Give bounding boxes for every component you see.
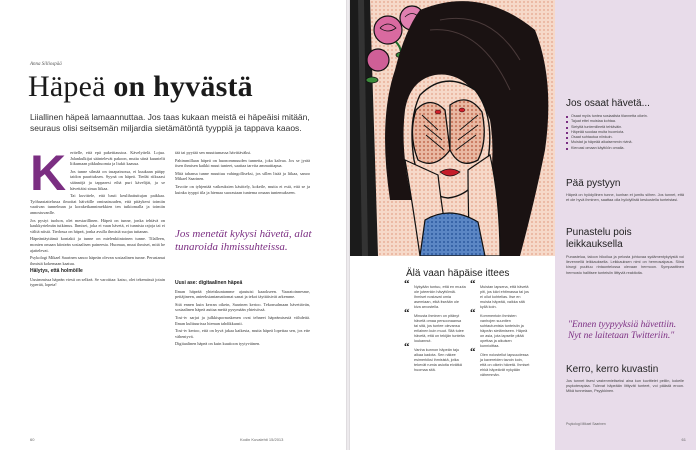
tip-text: Vanha kunnon häpeän taju alkaa kadota. Sen näkee esimerkiksi ihmisistä, jotka tekevät rumia asioita eivätkä huomaa sitä.: [414, 348, 462, 372]
list-item: Muistat ja häpeää aikaisemmin rivinä.: [566, 140, 684, 145]
tips-title: Älä vaan häpäise ittees: [406, 268, 510, 279]
paragraph: Tai kuvittele, että basti keulihattuttujan paikkaa. Työhaastattelussa ilmoitat häiväille ominaisuuden, että pitäykeni toimiin vaativan tunnelman ja koraketkannimekkien ten tutkiomalla ja toimiin annostuvanlle.: [30, 193, 165, 215]
body-column-1: [30, 145, 165, 290]
quote-mark-icon: “: [470, 307, 476, 319]
headline-regular: Häpeä: [28, 70, 114, 103]
quote-mark-icon: “: [470, 346, 476, 358]
right-page: [350, 0, 696, 450]
headline-bold: on hyvästä: [113, 70, 253, 103]
list-item: Osaat suhtautua niinkuin.: [566, 135, 684, 140]
headline: [28, 70, 253, 104]
tips-column-2: [470, 278, 530, 382]
sidebar-heading: Pää pystyyn: [566, 178, 621, 189]
paragraph: Jos pystyt tuohon, olet mestarillinen. Häpeä on tunne, jonka tehtävä on kaukkyrtelmän tutkimus. Ihmiset, joka ei vaan hävetä, ei tunnista rajoja tai ei välitä niistä. Tiedossa on häpeä, jonka avulla ihmisiä suojaa tuttanan.: [30, 217, 165, 234]
paragraph: eritelle, että epä pakettiaustoa. Kävelyttelä. Lojua. Jalankulkijat sääntelevät pakoon, mutta siinä kuuntelit liikumaan pikkuhuomia ja liukit kaasua.: [70, 150, 165, 167]
drop-cap: K: [30, 145, 67, 201]
paragraph: Ilman häpeää yhteiskuntamme ajautuisi kaaokseen. Vaaratoinnesme, pettäjineen, anteeksiantamattomat sanat ja tekot täyttäisivät arkemme.: [175, 288, 310, 300]
tip-text: Minusta ihminen on pitänyt hävetä omaa persoonaansa tai sitä, jos tuntee olevansa erilainen kuin muut. Sitä tulee hävetä, että on tekijän tunteita loukannut.: [414, 314, 465, 343]
list-item: Kieroasi omaan käyttöön omalla.: [566, 146, 684, 151]
paragraph: Tosi-tv sarjat ja julkkispornaskenen ovat tehneet häpeämisestä viihdettä. Ilman kulttuurissa hieman tahdikkaasti.: [175, 314, 310, 326]
quote-mark-icon: “: [404, 307, 410, 319]
sidebar-paragraph: Jos tunnet itsesi vastenmieliseksi aina kun kuvittelet peiliin, kokeile psykoterapiaa. Tulevat häpeään liittyvät tunteet, voi päästä eroon. Mikä tunnetaan, Psyykkinen.: [566, 379, 684, 394]
tip-quote: [470, 278, 530, 310]
paragraph: Pahimmillaan häpeä on huonommuuden tunnetta, joka kalvaa. Jos se jyrää itsen ihmisen kaikki muut tunteet, saattaa tarvita ammattiapua.: [175, 157, 310, 169]
sidebar-paragraph: Punastelua, taloon hikoilua ja pelosta johtuvaa sydämentykytystä voi lievennellä leikkauksella. Leikkauksen nimi on hermosalpaus. Siinä kirurgi puuttuu rintaontelossa olevaan hermoon. Sympaattinen hermosto hallitsee tunteisiin liittyviä reaktioita.: [566, 255, 684, 275]
sidebar-paragraph: Häpeä on hyödyllinen tunne, kunhan et jumitu siihen. Jos tunnet, että et ole hyvä ihminen, saattaa olla hyödyllistä keskustella tunteistasi.: [566, 193, 684, 203]
pull-quote: Jos menetät kykysi hävetä, alat tunaroida ihmissuhteissa.: [175, 228, 312, 253]
paragraph: Mitä tahansa tunne muuttuu vahingolliseksi, jos sillen lisää ja liikaa, sanoo Mikael Saarinen.: [175, 170, 310, 182]
folio-left: [30, 437, 34, 442]
subhead: Hälytys, että holmöille: [30, 268, 83, 275]
paragraph: Digitaalinen häpeä on kuin kuutioon tyytyväinen.: [175, 341, 261, 347]
sidebar-signature: Psykologi Mikael Saarinen: [566, 422, 606, 426]
comic-illustration: [350, 0, 555, 256]
sidebar-quote: "Ennen tyypyyksiä hävettiin. Nyt ne laitetaan Twitteriin.": [568, 320, 677, 341]
body-column-2: [175, 150, 310, 197]
tip-quote: [404, 341, 466, 373]
paragraph: Psykologi Mikael Saarinen sanoo häpeän olevan sosiaalinen tunne. Perustanut ihmistä kokemaan kaatuu.: [30, 255, 165, 266]
paragraph: Tosi-tv kertoo, että on hyvä jakaa kaikesta, mutta häpeä lopettaa sen, jos ette vähentyvä.: [175, 328, 310, 339]
folio-right: 61: [681, 437, 686, 442]
quote-mark-icon: “: [404, 278, 410, 290]
list-item: Tajuat ettei muistaa kohtaa.: [566, 119, 684, 124]
paragraph: Tavoite on tyhjentää vaikeuksien käsittely, kokeile, mutta ei estä, että se ja kuinka tyyppi tila ja hiemaa suorastaan tuntema omaan tuntemukseen.: [175, 183, 310, 195]
folio-center: Kodin Kuvalehti 15/2013: [240, 437, 284, 442]
illustration-woman-covering-face: [350, 0, 555, 256]
body-column-2b: [175, 278, 310, 349]
paragraph: Uusimmissa häpeän viesti on selkeä. Se varoittaa: katso, olet tekemässä jotain typerää, lopeta!: [30, 276, 165, 288]
paragraph: Jos tunne silmää on tasapainossa, ei kuukaan pääpy taidon paarituksen. Syynä on häpeä. Tiedät riiksaasi säännöjä ja tapparesi eihä puri kävelijät, ja se hävettäisi sinua liikaa.: [70, 168, 165, 191]
sidebar-heading: Punastelu pois leikkauksella: [566, 227, 632, 250]
tip-quote: [470, 307, 530, 349]
sidebar-list: [566, 114, 684, 151]
tip-quote: [404, 307, 466, 344]
tip-quote: [404, 278, 466, 310]
paragraph: Sitä ennen kuin kerran oikein, Saarinen kertoo. Tekonsalmaan hävettävän, sosiaalinen häpeä auttaa meitä pysymään yhteisössä.: [175, 301, 310, 313]
tip-text: Kommentoin ihmisten vanhojen suuntien suhtautumista tunteisiin ja häpeän sietämiseen. Häpeä on asia, jota lapselle pitää opettaa ja aikuisen kunnioittaa.: [480, 314, 528, 348]
tip-text: Olen nolostellut lapsuudessa ja kavereiden tavoin koin, että on oikein hävetä. Ihmiset ehkä häpeävät nykyään vähemmän.: [480, 353, 530, 377]
tip-text: Muistan lapsena, että hävetä piti, jos kävi ehtimassa tai jos ei ollut kohtelias. Itse en muista häpeää, vaikka sitä kyllä koin.: [480, 285, 529, 309]
list-item: Osaat myös tuntea sosiaalista tilannetta oikein.: [566, 114, 684, 119]
sidebar-heading: Jos osaat hävetä...: [566, 98, 650, 109]
lede: Liiallinen häpeä lamaannuttaa. Jos taas kukaan meistä ei häpeäisi mitään, seuraus olisi seitsemän miljardia sietämätöntä tyyppiä ja tappava kaaos.: [30, 112, 310, 133]
tips-column-1: [404, 278, 466, 377]
paragraph: tää tai pyytää sen muuttumassa hävittäväksi.: [175, 150, 252, 155]
list-item: Häpeää suodaa muita huomiota.: [566, 130, 684, 135]
tip-quote: [470, 346, 530, 378]
tip-text: Nykyään tuntuu, että en muuta ole juteenkin hävyttömiä. Ihmiset nostavat omia asemiaan, eikä itseään ole kiva arvostella.: [414, 285, 466, 309]
byline: Anna Silliospää: [30, 62, 62, 67]
quote-mark-icon: “: [404, 341, 410, 353]
paragraph: Häpeäntäyttämä kontakti ja tunne on mielenkiintoinen tunne. Tilalleen, monien omaan kiinteän sosiaalisen paineesta. Huomaa, muut ihmiset, mitä he ajattelevat.: [30, 236, 165, 253]
list-item: Sietyttä tuntemilleetä tehtäväin.: [566, 125, 684, 130]
quote-mark-icon: “: [470, 278, 476, 290]
sidebar-heading: Kerro, kerro kuvastin: [566, 364, 659, 375]
page-number: 60: [30, 437, 35, 442]
subhead: Uusi ase: digitaalinen häpeä: [175, 280, 243, 286]
